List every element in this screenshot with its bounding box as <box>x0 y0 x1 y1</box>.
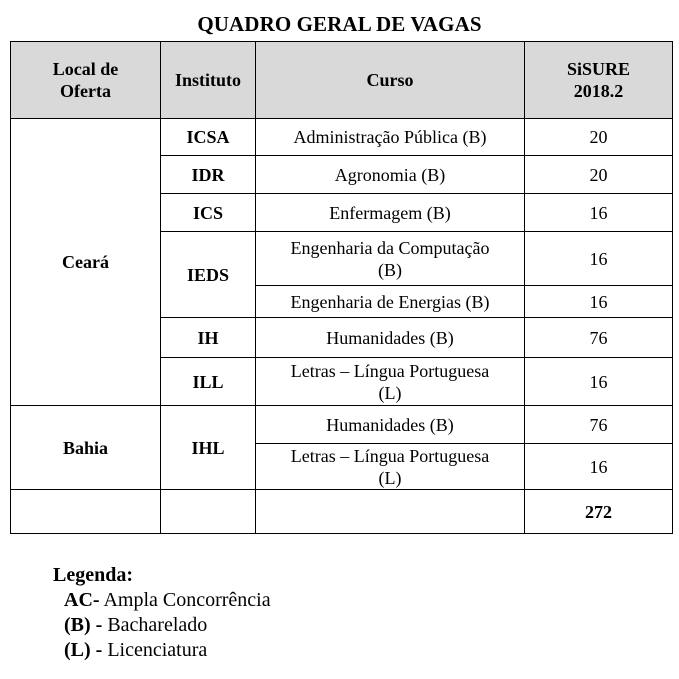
empty-cell <box>256 490 525 534</box>
instituto-cell: ICS <box>161 194 256 232</box>
instituto-cell: IH <box>161 318 256 358</box>
curso-cell: Humanidades (B) <box>256 318 525 358</box>
instituto-cell: ILL <box>161 358 256 406</box>
legend-item <box>53 638 271 663</box>
table-row <box>11 119 673 156</box>
vagas-cell: 76 <box>525 406 673 444</box>
instituto-cell: IDR <box>161 156 256 194</box>
page-title: QUADRO GERAL DE VAGAS <box>197 12 482 36</box>
legend-title: Legenda: <box>53 564 133 586</box>
header-curso: Curso <box>256 42 525 119</box>
local-cell: Bahia <box>11 406 161 490</box>
header-instituto: Instituto <box>161 42 256 119</box>
total-row <box>11 490 673 534</box>
vagas-cell: 16 <box>525 444 673 490</box>
vacancies-table <box>10 41 673 534</box>
total-cell: 272 <box>525 490 673 534</box>
empty-cell <box>161 490 256 534</box>
curso-cell: Agronomia (B) <box>256 156 525 194</box>
table-row <box>11 406 673 444</box>
vagas-cell: 16 <box>525 286 673 318</box>
legend-desc: Bacharelado <box>102 614 208 636</box>
curso-cell: Enfermagem (B) <box>256 194 525 232</box>
instituto-cell: ICSA <box>161 119 256 156</box>
header-row <box>11 42 673 119</box>
curso-cell: Engenharia da Computação (B) <box>256 232 525 286</box>
vagas-cell: 20 <box>525 156 673 194</box>
curso-cell: Administração Pública (B) <box>256 119 525 156</box>
curso-cell: Engenharia de Energias (B) <box>256 286 525 318</box>
legend-key: (B) - <box>64 614 103 636</box>
instituto-cell: IHL <box>161 406 256 490</box>
header-local: Local de Oferta <box>11 42 161 119</box>
legend-key: AC- <box>64 589 100 611</box>
local-cell: Ceará <box>11 119 161 406</box>
legend-item <box>53 613 271 638</box>
legend <box>53 563 271 663</box>
legend-item <box>53 588 271 613</box>
vagas-cell: 16 <box>525 194 673 232</box>
header-sisure: SiSURE 2018.2 <box>525 42 673 119</box>
legend-key: (L) - <box>64 639 103 661</box>
vagas-cell: 76 <box>525 318 673 358</box>
legend-desc: Ampla Concorrência <box>99 589 271 611</box>
legend-desc: Licenciatura <box>102 639 208 661</box>
empty-cell <box>11 490 161 534</box>
vagas-cell: 16 <box>525 358 673 406</box>
curso-cell: Letras – Língua Portuguesa (L) <box>256 444 525 490</box>
instituto-cell: IEDS <box>161 232 256 318</box>
curso-cell: Humanidades (B) <box>256 406 525 444</box>
curso-cell: Letras – Língua Portuguesa (L) <box>256 358 525 406</box>
vagas-cell: 16 <box>525 232 673 286</box>
vagas-cell: 20 <box>525 119 673 156</box>
